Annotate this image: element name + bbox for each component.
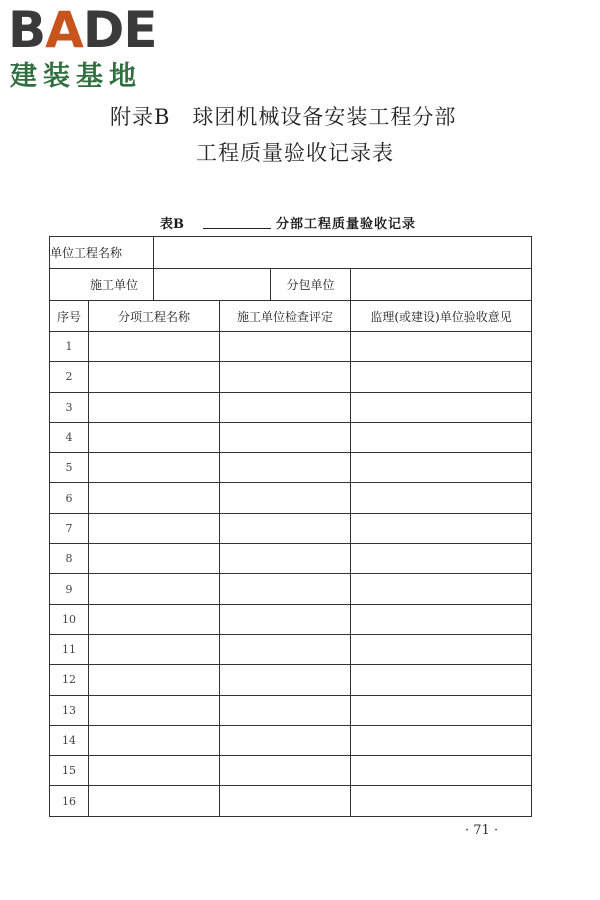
table-row	[50, 332, 532, 362]
contractor-check-cell[interactable]	[220, 362, 351, 392]
contractor-check-cell[interactable]	[220, 756, 351, 786]
supervisor-opinion-cell[interactable]	[351, 574, 532, 604]
contractor-check-cell[interactable]	[220, 695, 351, 725]
table-row	[50, 513, 532, 543]
unit-project-name-field[interactable]	[154, 237, 532, 269]
table-row	[50, 483, 532, 513]
contractor-check-cell[interactable]	[220, 604, 351, 634]
subcontract-unit-field[interactable]	[351, 269, 532, 301]
column-header-contractor-check: 施工单位检查评定	[220, 301, 351, 332]
contractor-check-cell[interactable]	[220, 422, 351, 452]
table-row	[50, 453, 532, 483]
contractor-check-cell[interactable]	[220, 665, 351, 695]
supervisor-opinion-cell[interactable]	[351, 362, 532, 392]
subitem-name-cell[interactable]	[89, 574, 220, 604]
table-row	[50, 392, 532, 422]
subitem-name-cell[interactable]	[89, 634, 220, 664]
row-number: 15	[50, 756, 89, 786]
subitem-name-cell[interactable]	[89, 332, 220, 362]
table-row	[50, 604, 532, 634]
table-title: 分部工程质量验收记录	[276, 217, 417, 232]
construction-unit-field[interactable]	[154, 269, 271, 301]
row-number: 16	[50, 786, 89, 816]
contractor-check-cell[interactable]	[220, 786, 351, 816]
subitem-name-cell[interactable]	[89, 453, 220, 483]
subcontract-unit-label: 分包单位	[271, 269, 351, 301]
supervisor-opinion-cell[interactable]	[351, 756, 532, 786]
row-number: 9	[50, 574, 89, 604]
contractor-check-cell[interactable]	[220, 453, 351, 483]
contractor-check-cell[interactable]	[220, 513, 351, 543]
table-row	[50, 725, 532, 755]
subitem-name-cell[interactable]	[89, 604, 220, 634]
row-number: 12	[50, 665, 89, 695]
appendix-title-line2: 工程质量验收记录表	[196, 141, 394, 165]
unit-project-name-label: 单位工程名称	[50, 237, 154, 269]
row-number: 13	[50, 695, 89, 725]
table-row	[50, 422, 532, 452]
table-row	[50, 695, 532, 725]
page-number: · 71 ·	[465, 823, 499, 838]
contractor-check-cell[interactable]	[220, 392, 351, 422]
subitem-name-cell[interactable]	[89, 725, 220, 755]
logo-wordmark: BADE	[8, 1, 157, 59]
appendix-title-line1: 附录B 球团机械设备安装工程分部	[110, 105, 457, 129]
supervisor-opinion-cell[interactable]	[351, 786, 532, 816]
table-row	[50, 786, 532, 816]
supervisor-opinion-cell[interactable]	[351, 422, 532, 452]
row-number: 10	[50, 604, 89, 634]
column-header-seq: 序号	[50, 301, 89, 332]
construction-unit-label: 施工单位	[50, 269, 154, 301]
row-number: 11	[50, 634, 89, 664]
subitem-name-cell[interactable]	[89, 756, 220, 786]
supervisor-opinion-cell[interactable]	[351, 725, 532, 755]
supervisor-opinion-cell[interactable]	[351, 483, 532, 513]
contractor-check-cell[interactable]	[220, 725, 351, 755]
supervisor-opinion-cell[interactable]	[351, 544, 532, 574]
row-number: 4	[50, 422, 89, 452]
subitem-name-cell[interactable]	[89, 513, 220, 543]
table-number: 表B	[160, 217, 184, 232]
subitem-name-cell[interactable]	[89, 786, 220, 816]
subitem-name-cell[interactable]	[89, 544, 220, 574]
supervisor-opinion-cell[interactable]	[351, 695, 532, 725]
subitem-name-cell[interactable]	[89, 483, 220, 513]
column-header-supervisor-opinion: 监理(或建设)单位验收意见	[351, 301, 532, 332]
row-number: 5	[50, 453, 89, 483]
caption-blank-line	[203, 228, 271, 229]
contractor-check-cell[interactable]	[220, 634, 351, 664]
subitem-name-cell[interactable]	[89, 695, 220, 725]
supervisor-opinion-cell[interactable]	[351, 513, 532, 543]
subitem-name-cell[interactable]	[89, 362, 220, 392]
table-row	[50, 634, 532, 664]
supervisor-opinion-cell[interactable]	[351, 665, 532, 695]
supervisor-opinion-cell[interactable]	[351, 453, 532, 483]
table-row	[50, 665, 532, 695]
table-row	[50, 756, 532, 786]
contractor-check-cell[interactable]	[220, 332, 351, 362]
supervisor-opinion-cell[interactable]	[351, 392, 532, 422]
row-number: 8	[50, 544, 89, 574]
table-body	[50, 332, 532, 817]
table-row	[50, 362, 532, 392]
supervisor-opinion-cell[interactable]	[351, 604, 532, 634]
supervisor-opinion-cell[interactable]	[351, 332, 532, 362]
table-row	[50, 544, 532, 574]
subitem-name-cell[interactable]	[89, 422, 220, 452]
row-number: 1	[50, 332, 89, 362]
table-row	[50, 574, 532, 604]
contractor-check-cell[interactable]	[220, 574, 351, 604]
contractor-check-cell[interactable]	[220, 544, 351, 574]
row-number: 2	[50, 362, 89, 392]
row-number: 7	[50, 513, 89, 543]
row-number: 14	[50, 725, 89, 755]
bade-logo	[8, 1, 178, 96]
row-number: 3	[50, 392, 89, 422]
contractor-check-cell[interactable]	[220, 483, 351, 513]
subitem-name-cell[interactable]	[89, 665, 220, 695]
acceptance-record-table	[49, 236, 532, 817]
supervisor-opinion-cell[interactable]	[351, 634, 532, 664]
column-header-subitem-name: 分项工程名称	[89, 301, 220, 332]
logo-subtitle: 建装基地	[10, 61, 142, 92]
subitem-name-cell[interactable]	[89, 392, 220, 422]
row-number: 6	[50, 483, 89, 513]
